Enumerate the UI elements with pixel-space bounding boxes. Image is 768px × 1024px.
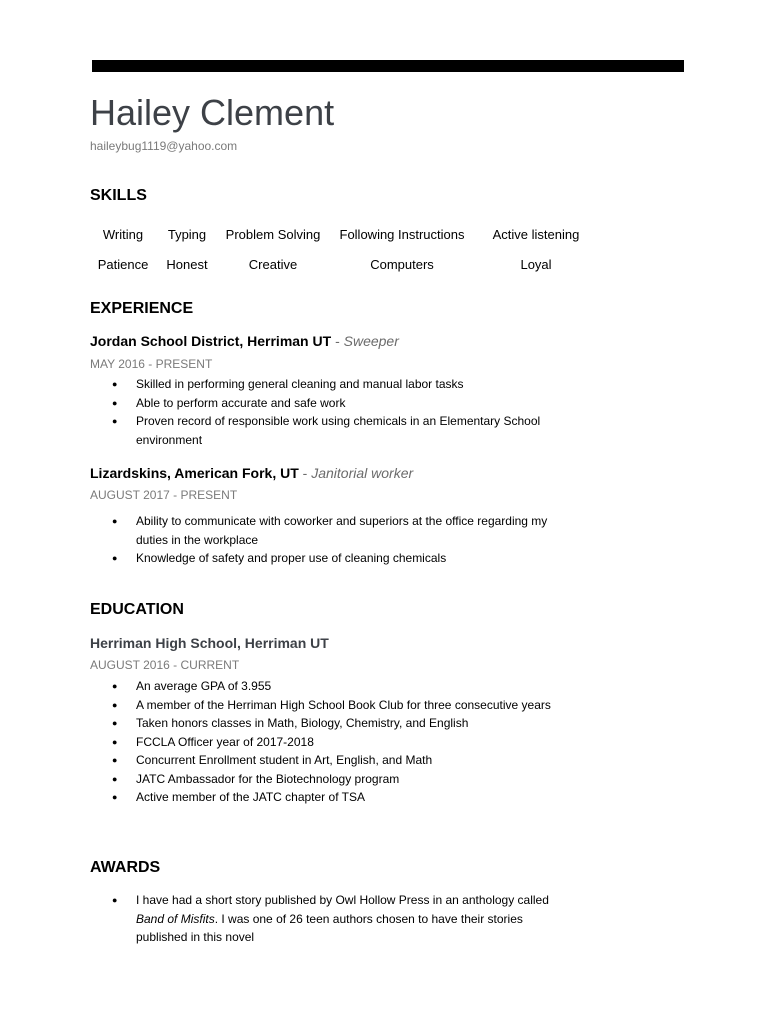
list-item: ● FCCLA Officer year of 2017-2018 [112, 733, 572, 752]
list-item: ● Knowledge of safety and proper use of cleaning chemicals [112, 549, 572, 568]
skill-item: Writing [102, 227, 144, 242]
book-title: Band of Misfits [136, 911, 215, 926]
education-dates: AUGUST 2016 - CURRENT [90, 658, 240, 672]
skill-item: Honest [166, 257, 208, 272]
job-role: Janitorial worker [311, 465, 414, 481]
job-employer: Lizardskins, American Fork, UT [90, 465, 299, 481]
list-item: ● Concurrent Enrollment student in Art, English, and Math [112, 751, 572, 770]
candidate-email: haileybug1119@yahoo.com [90, 139, 238, 153]
experience-heading: EXPERIENCE [90, 300, 194, 317]
skill-item: Creative [248, 257, 298, 272]
list-item: ● Active member of the JATC chapter of TSA [112, 788, 572, 807]
job-employer: Jordan School District, Herriman UT [90, 333, 332, 349]
awards-list [112, 891, 572, 947]
job-dates: MAY 2016 - PRESENT [90, 357, 213, 371]
skill-item: Typing [167, 227, 207, 242]
skill-item: Following Instructions [339, 227, 465, 242]
job-title: Jordan School District, Herriman UT - Sweeper [90, 333, 399, 349]
education-list [112, 677, 572, 807]
job-duties-list [112, 512, 572, 568]
list-item: ● Able to perform accurate and safe work [112, 394, 572, 413]
awards-heading: AWARDS [90, 859, 161, 876]
skill-item: Loyal [520, 257, 552, 272]
job-duties-list [112, 375, 572, 449]
education-heading: EDUCATION [90, 601, 184, 618]
skill-item: Problem Solving [225, 227, 321, 242]
job-dates: AUGUST 2017 - PRESENT [90, 488, 238, 502]
job-role: Sweeper [343, 333, 399, 349]
skills-heading: SKILLS [90, 187, 147, 204]
school-name: Herriman High School, Herriman UT [90, 635, 329, 651]
skill-item: Computers [370, 257, 434, 272]
list-item: ● A member of the Herriman High School Book Club for three consecutive years [112, 696, 572, 715]
list-item: ● Ability to communicate with coworker and superiors at the office regarding my duties in the workplace [112, 512, 572, 549]
list-item: ● Skilled in performing general cleaning and manual labor tasks [112, 375, 572, 394]
top-divider-bar [92, 60, 684, 72]
list-item: ● An average GPA of 3.955 [112, 677, 572, 696]
job-title: Lizardskins, American Fork, UT - Janitorial worker [90, 465, 414, 481]
list-item: ● I have had a short story published by Owl Hollow Press in an anthology called Band of Misfits. I was one of 26 teen authors chosen to have their stories published in this novel [112, 891, 572, 947]
skill-item: Patience [97, 257, 149, 272]
list-item: ● Proven record of responsible work using chemicals in an Elementary School environment [112, 412, 572, 449]
list-item: ● JATC Ambassador for the Biotechnology program [112, 770, 572, 789]
candidate-name: Hailey Clement [90, 92, 335, 133]
skill-item: Active listening [492, 227, 580, 242]
list-item: ● Taken honors classes in Math, Biology, Chemistry, and English [112, 714, 572, 733]
